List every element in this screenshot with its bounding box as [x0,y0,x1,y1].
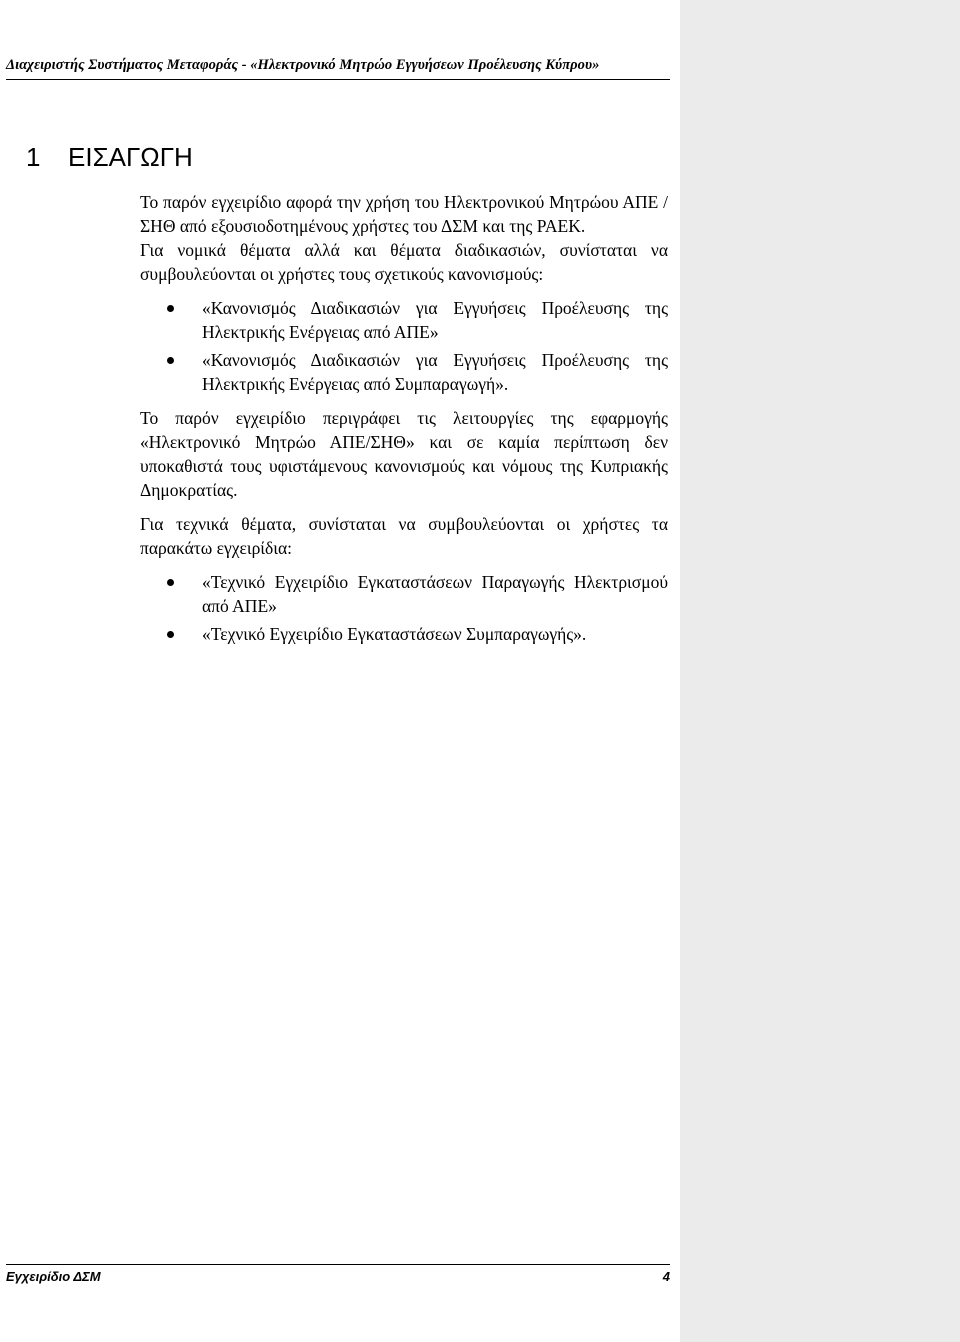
header-rule [6,79,670,80]
page-number: 4 [662,1269,670,1284]
list-item: «Τεχνικό Εγχειρίδιο Εγκαταστάσεων Παραγωγής Ηλεκτρισμού από ΑΠΕ» [140,570,668,618]
bullet-icon [167,357,174,364]
body-text [140,190,668,656]
regulations-list [140,296,668,396]
footer-title: Εγχειρίδιο ΔΣΜ [6,1269,101,1284]
list-item: «Κανονισμός Διαδικασιών για Εγγυήσεις Προέλευσης της Ηλεκτρικής Ενέργειας από Συμπαραγωγή». [140,348,668,396]
legal-paragraph: Για νομικά θέματα αλλά και θέματα διαδικασιών, συνίσταται να συμβουλεύονται οι χρήστες τους σχετικούς κανονισμούς: [140,240,668,284]
list-item: «Κανονισμός Διαδικασιών για Εγγυήσεις Προέλευσης της Ηλεκτρικής Ενέργειας από ΑΠΕ» [140,296,668,344]
running-header: Διαχειριστής Συστήματος Μεταφοράς - «Ηλεκτρονικό Μητρώο Εγγυήσεων Προέλευσης Κύπρου» [6,57,600,73]
bullet-icon [167,631,174,638]
bullet-icon [167,579,174,586]
intro-paragraph: Το παρόν εγχειρίδιο αφορά την χρήση του Ηλεκτρονικού Μητρώου ΑΠΕ / ΣΗΘ από εξουσιοδοτημένους χρήστες του ΔΣΜ και της ΡΑΕΚ. [140,192,668,236]
section-title: ΕΙΣΑΓΩΓΗ [68,142,193,172]
section-number: 1 [26,142,41,172]
bullet-icon [167,305,174,312]
list-item: «Τεχνικό Εγχειρίδιο Εγκαταστάσεων Συμπαραγωγής». [140,622,668,646]
technical-paragraph: Για τεχνικά θέματα, συνίσταται να συμβουλεύονται οι χρήστες τα παρακάτω εγχειρίδια: [140,514,668,558]
section-heading [26,141,193,173]
markup-pane [680,0,960,1342]
manuals-list [140,570,668,646]
scope-paragraph: Το παρόν εγχειρίδιο περιγράφει τις λειτουργίες της εφαρμογής «Ηλεκτρονικό Μητρώο ΑΠΕ/ΣΗΘ» και σε καμία περίπτωση δεν υποκαθιστά τους υφιστάμενους κανονισμούς και νόμους της Κυπριακής Δημοκρατίας. [140,408,668,500]
footer-rule [6,1264,670,1265]
